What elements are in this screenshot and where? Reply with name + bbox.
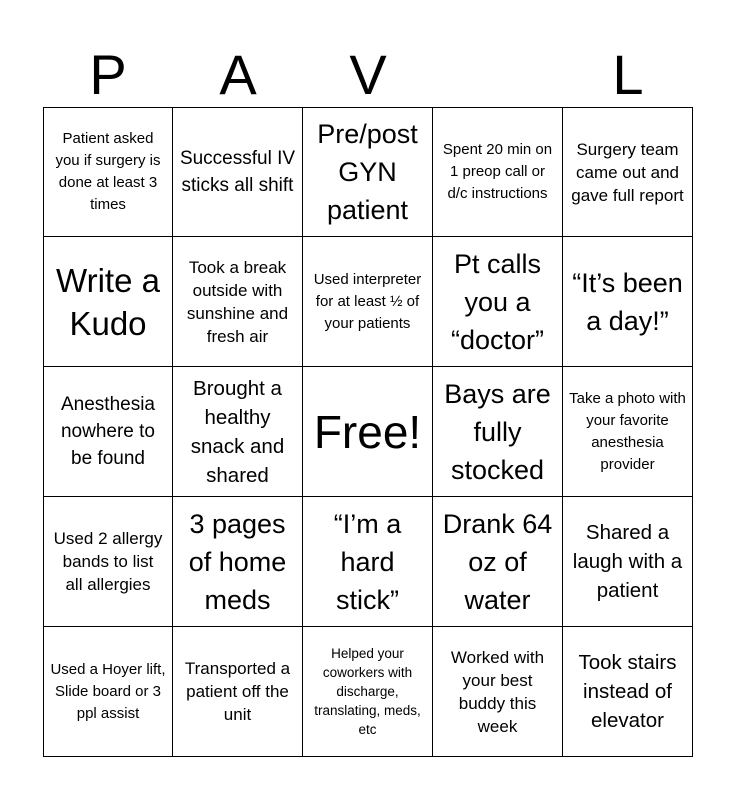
bingo-cell[interactable] <box>563 497 693 627</box>
cell-text: Free! <box>313 405 422 458</box>
cell-text: Took stairs instead of elevator <box>578 651 677 732</box>
bingo-cell[interactable] <box>173 237 303 367</box>
bingo-cell[interactable] <box>303 237 433 367</box>
cell-text: Pre/post GYN patient <box>317 119 418 225</box>
bingo-cell[interactable] <box>563 627 693 757</box>
cell-text: Used interpreter for at least ½ of your patients <box>313 270 422 332</box>
bingo-cell[interactable] <box>433 497 563 627</box>
bingo-cell[interactable] <box>303 627 433 757</box>
cell-text: Used 2 allergy bands to list all allergies <box>53 529 163 594</box>
bingo-cell[interactable] <box>173 367 303 497</box>
cell-text: Bays are fully stocked <box>444 378 551 485</box>
cell-text: 3 pages of home meds <box>188 508 287 615</box>
bingo-cell[interactable] <box>563 367 693 497</box>
cell-text: Successful IV sticks all shift <box>179 148 296 196</box>
cell-text: Shared a laugh with a patient <box>572 521 683 602</box>
free-cell[interactable] <box>303 367 433 497</box>
bingo-cell[interactable] <box>43 497 173 627</box>
bingo-header <box>43 42 693 108</box>
bingo-cell[interactable] <box>563 237 693 367</box>
cell-text: Patient asked you if surgery is done at least 3 times <box>55 130 161 213</box>
cell-text: Pt calls you a “doctor” <box>450 248 545 355</box>
bingo-cell[interactable] <box>173 497 303 627</box>
cell-text: Anesthesia nowhere to be found <box>60 394 155 469</box>
bingo-cell[interactable] <box>433 107 563 237</box>
cell-text: Surgery team came out and gave full report <box>571 139 684 205</box>
bingo-cell[interactable] <box>43 367 173 497</box>
cell-text: Took a break outside with sunshine and fresh air <box>186 257 289 346</box>
bingo-cell[interactable] <box>43 237 173 367</box>
bingo-cell[interactable] <box>173 107 303 237</box>
header-letter-1: P <box>89 43 127 106</box>
header-letter-2: A <box>219 43 257 106</box>
bingo-cell[interactable] <box>43 627 173 757</box>
cell-text: “It’s been a day!” <box>572 267 683 336</box>
cell-text: Write a Kudo <box>56 261 160 342</box>
bingo-cell[interactable] <box>433 367 563 497</box>
bingo-cell[interactable] <box>303 497 433 627</box>
cell-text: Transported a patient off the unit <box>184 659 291 724</box>
cell-text: “I’m a hard stick” <box>333 508 402 615</box>
bingo-cell[interactable] <box>433 237 563 367</box>
cell-text: Take a photo with your favorite anesthesia provider <box>569 389 686 473</box>
cell-text: Brought a healthy snack and shared <box>190 376 285 487</box>
bingo-cell[interactable] <box>303 107 433 237</box>
cell-text: Used a Hoyer lift, Slide board or 3 ppl assist <box>50 660 166 722</box>
header-letter-3: V <box>349 43 387 106</box>
header-letter-5: L <box>612 43 644 106</box>
bingo-cell[interactable] <box>433 627 563 757</box>
bingo-cell[interactable] <box>43 107 173 237</box>
cell-text: Spent 20 min on 1 preop call or d/c instructions <box>442 141 553 202</box>
bingo-cell[interactable] <box>173 627 303 757</box>
cell-text: Worked with your best buddy this week <box>450 647 545 736</box>
bingo-grid <box>43 107 693 757</box>
bingo-cell[interactable] <box>563 107 693 237</box>
cell-text: Drank 64 oz of water <box>442 508 553 615</box>
cell-text: Helped your coworkers with discharge, translating, meds, etc <box>314 646 421 737</box>
